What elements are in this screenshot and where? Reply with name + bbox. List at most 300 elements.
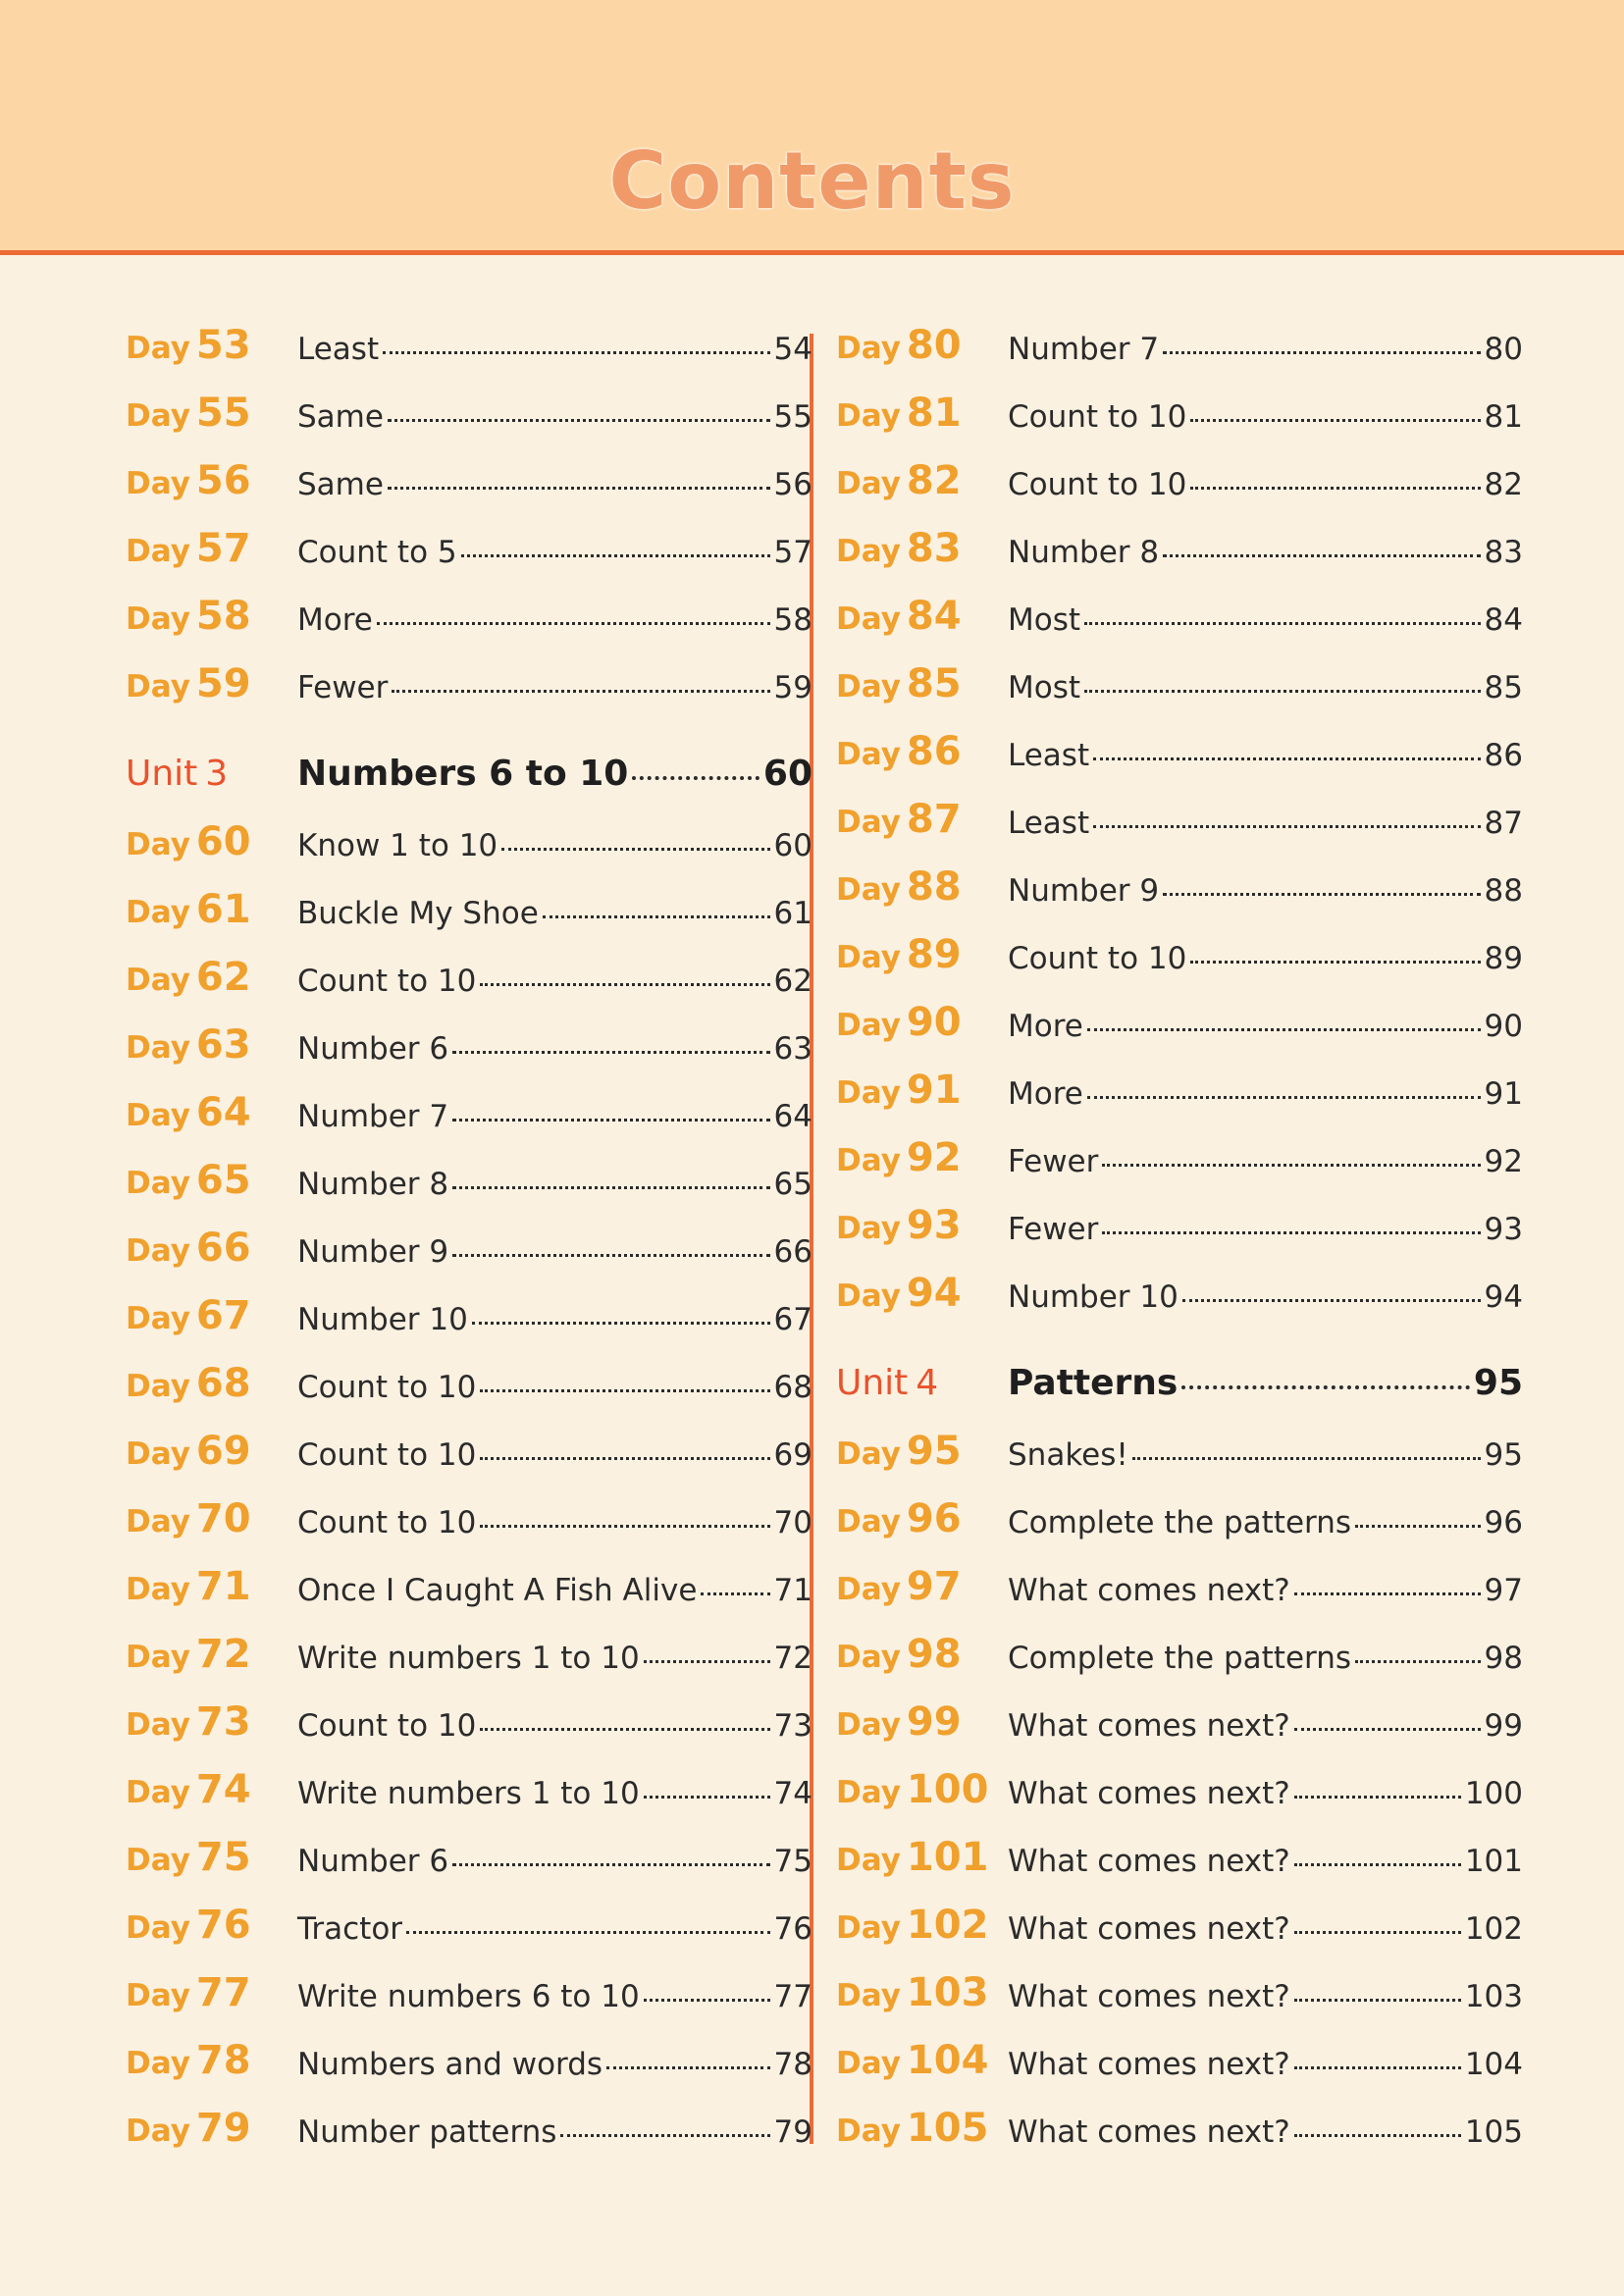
- dot-leader: [1087, 1096, 1481, 1099]
- page-number: 65: [773, 1167, 812, 1202]
- dot-leader: [543, 915, 770, 918]
- toc-entry[interactable]: [126, 1963, 812, 2022]
- day-label: [126, 1632, 251, 1677]
- dot-leader: [1190, 961, 1480, 964]
- day-label: [126, 1496, 251, 1541]
- page-number: 95: [1473, 1363, 1523, 1403]
- entry-title: Count to 10: [1008, 941, 1187, 976]
- dot-leader: [1132, 1457, 1481, 1460]
- page-number: 84: [1484, 602, 1523, 638]
- entry-title: Number 7: [297, 1099, 449, 1134]
- toc-entry[interactable]: [836, 1128, 1523, 1187]
- entry-title: Most: [1008, 602, 1081, 638]
- day-label: [836, 1000, 962, 1045]
- label-word: Day: [836, 2113, 901, 2149]
- entry-title: Count to 10: [297, 1708, 477, 1744]
- toc-entry[interactable]: [836, 654, 1523, 713]
- dot-leader: [1294, 1796, 1461, 1799]
- dot-leader: [480, 1389, 769, 1392]
- day-label: [126, 819, 251, 864]
- toc-entry[interactable]: [836, 384, 1523, 443]
- page-number: 70: [773, 1505, 812, 1540]
- toc-entry[interactable]: [836, 587, 1523, 646]
- entry-title-line: [1008, 1708, 1523, 1744]
- toc-entry[interactable]: [126, 2031, 812, 2090]
- entry-title-line: [297, 1573, 812, 1608]
- day-number: 96: [906, 1496, 962, 1541]
- entry-title-line: [1008, 1212, 1523, 1247]
- day-label: [836, 1429, 962, 1474]
- page-number: 93: [1484, 1212, 1523, 1247]
- day-number: 104: [906, 2038, 989, 2083]
- entry-title-line: [297, 1776, 812, 1811]
- day-label: [836, 2106, 989, 2151]
- entry-title-line: [1008, 1641, 1523, 1676]
- entry-title: Numbers and words: [297, 2047, 603, 2082]
- dot-leader: [1084, 622, 1481, 625]
- dot-leader: [472, 1322, 770, 1325]
- page-number: 99: [1484, 1708, 1523, 1744]
- page-number: 66: [773, 1234, 812, 1270]
- unit-number: 4: [916, 1363, 939, 1403]
- page-number: 60: [773, 828, 812, 863]
- toc-entry[interactable]: [836, 451, 1523, 510]
- day-label: [126, 458, 251, 503]
- entry-title-line: [297, 535, 812, 570]
- entry-title-line: [297, 1911, 812, 1947]
- entry-title-line: [1008, 738, 1523, 773]
- entry-title: Write numbers 1 to 10: [297, 1641, 640, 1676]
- toc-entry[interactable]: [126, 384, 812, 443]
- entry-title-line: [1008, 399, 1523, 435]
- day-number: 63: [195, 1022, 251, 1068]
- dot-leader: [644, 1999, 770, 2002]
- label-word: Day: [126, 1640, 190, 1675]
- entry-title: What comes next?: [1008, 1911, 1290, 1947]
- page-number: 102: [1464, 1911, 1523, 1947]
- entry-title-line: [1008, 1776, 1523, 1811]
- dot-leader: [1190, 487, 1480, 490]
- dot-leader: [452, 1254, 769, 1257]
- toc-entry[interactable]: [836, 1963, 1523, 2022]
- entry-title-line: [1008, 1844, 1523, 1879]
- entry-title: What comes next?: [1008, 2114, 1290, 2150]
- dot-leader: [388, 487, 770, 490]
- dot-leader: [452, 1186, 769, 1189]
- label-word: Day: [126, 1233, 190, 1269]
- entry-title: More: [1008, 1009, 1083, 1044]
- toc-entry[interactable]: [836, 1557, 1523, 1616]
- entry-title-line: [297, 1302, 812, 1337]
- label-word: Day: [836, 2046, 901, 2081]
- toc-entry[interactable]: [836, 1625, 1523, 1684]
- day-number: 83: [906, 526, 962, 571]
- entry-title-line: [297, 1505, 812, 1540]
- dot-leader: [1294, 1931, 1461, 1934]
- page-number: 87: [1484, 806, 1523, 841]
- toc-entry[interactable]: [126, 1828, 812, 1887]
- entry-title-line: [1008, 332, 1523, 367]
- day-number: 99: [906, 1699, 962, 1745]
- day-number: 78: [195, 2038, 251, 2083]
- label-word: Unit: [836, 1363, 909, 1403]
- day-number: 100: [906, 1767, 989, 1812]
- day-number: 68: [195, 1361, 251, 1406]
- day-number: 59: [195, 661, 251, 706]
- label-word: Day: [836, 805, 901, 840]
- day-label: [126, 2038, 251, 2083]
- dot-leader: [383, 351, 769, 354]
- dot-leader: [1294, 2066, 1461, 2069]
- page-number: 100: [1464, 1776, 1523, 1811]
- label-word: Day: [836, 872, 901, 908]
- label-word: Day: [836, 1707, 901, 1743]
- label-word: Day: [836, 1978, 901, 2013]
- page-number: 77: [773, 1979, 812, 2014]
- label-word: Day: [126, 1098, 190, 1133]
- dot-leader: [1181, 1385, 1470, 1389]
- toc-entry[interactable]: [126, 812, 812, 871]
- dot-leader: [1182, 1299, 1481, 1302]
- page-number: 105: [1464, 2114, 1523, 2150]
- toc-entry[interactable]: [836, 1896, 1523, 1955]
- dot-leader: [1294, 1999, 1461, 2002]
- entry-title: Complete the patterns: [1008, 1641, 1352, 1676]
- day-number: 88: [906, 864, 962, 910]
- entry-title-line: [297, 467, 812, 502]
- toc-entry[interactable]: [126, 587, 812, 646]
- entry-title: Fewer: [297, 670, 389, 705]
- entry-title-line: [1008, 1573, 1523, 1608]
- label-word: Day: [126, 601, 190, 637]
- dot-leader: [392, 690, 769, 693]
- entry-title: Buckle My Shoe: [297, 896, 539, 931]
- toc-entry[interactable]: [126, 519, 812, 578]
- page-number: 75: [773, 1844, 812, 1879]
- day-label: [836, 729, 962, 774]
- page-number: 92: [1484, 1144, 1523, 1179]
- page-number: 72: [773, 1641, 812, 1676]
- page-number: 91: [1484, 1076, 1523, 1112]
- entry-title-line: [1008, 1144, 1523, 1179]
- entry-title-line: [297, 2047, 812, 2082]
- entry-title: Number 7: [1008, 332, 1160, 367]
- dot-leader: [1294, 1728, 1481, 1731]
- entry-title: Once I Caught A Fish Alive: [297, 1573, 698, 1608]
- toc-entry[interactable]: [126, 1557, 812, 1616]
- dot-leader: [1102, 1231, 1480, 1234]
- page-title: Contents: [608, 135, 1016, 227]
- label-word: Day: [126, 963, 190, 998]
- entry-title: Count to 5: [297, 535, 457, 570]
- toc-entry[interactable]: [126, 316, 812, 375]
- toc-entry[interactable]: [126, 1354, 812, 1413]
- label-word: Day: [836, 1910, 901, 1946]
- dot-leader: [1190, 419, 1480, 422]
- dot-leader: [452, 1051, 769, 1054]
- entry-title: What comes next?: [1008, 1708, 1290, 1744]
- day-number: 62: [195, 955, 251, 1000]
- label-word: Day: [836, 1436, 901, 1472]
- entry-title: What comes next?: [1008, 1844, 1290, 1879]
- label-word: Day: [126, 1775, 190, 1810]
- dot-leader: [388, 419, 770, 422]
- toc-entry[interactable]: [126, 1896, 812, 1955]
- dot-leader: [452, 1119, 769, 1122]
- entry-title-line: [1008, 1363, 1523, 1403]
- entry-title-line: [297, 1844, 812, 1879]
- day-number: 76: [195, 1903, 251, 1948]
- day-number: 94: [906, 1271, 962, 1316]
- entry-title: Least: [1008, 738, 1090, 773]
- dot-leader: [452, 1863, 769, 1866]
- day-number: 74: [195, 1767, 251, 1812]
- toc-entry[interactable]: [836, 1061, 1523, 1120]
- toc-entry[interactable]: [836, 2099, 1523, 2158]
- entry-title: Number 10: [1008, 1279, 1179, 1315]
- day-label: [126, 594, 251, 639]
- day-label: [126, 955, 251, 1000]
- day-label: [836, 1699, 962, 1745]
- page-number: 67: [773, 1302, 812, 1337]
- entry-title-line: [297, 896, 812, 931]
- toc-entry[interactable]: [836, 1760, 1523, 1819]
- day-number: 70: [195, 1496, 251, 1541]
- label-word: Day: [836, 1640, 901, 1675]
- day-label: [836, 391, 962, 436]
- entry-title-line: [297, 1370, 812, 1405]
- dot-leader: [461, 554, 770, 557]
- label-word: Day: [836, 601, 901, 637]
- entry-title: What comes next?: [1008, 1979, 1290, 2014]
- entry-title: Number 10: [297, 1302, 468, 1337]
- dot-leader: [1294, 1592, 1481, 1595]
- dot-leader: [1084, 690, 1481, 693]
- page-number: 97: [1484, 1573, 1523, 1608]
- day-label: [836, 1203, 962, 1248]
- toc-entry[interactable]: [126, 948, 812, 1007]
- toc-entry[interactable]: [126, 1083, 812, 1142]
- entry-title-line: [1008, 2114, 1523, 2150]
- entry-title-line: [297, 1979, 812, 2014]
- day-label: [836, 1903, 989, 1948]
- day-label: [126, 1090, 251, 1135]
- dot-leader: [377, 622, 770, 625]
- entry-title-line: [297, 754, 812, 794]
- day-number: 91: [906, 1068, 962, 1113]
- toc-entry[interactable]: [126, 1693, 812, 1751]
- day-number: 57: [195, 526, 251, 571]
- toc-entry[interactable]: [836, 2031, 1523, 2090]
- toc-entry[interactable]: [836, 1422, 1523, 1481]
- entry-title-line: [1008, 806, 1523, 841]
- label-word: Day: [126, 1910, 190, 1946]
- toc-entry[interactable]: [126, 451, 812, 510]
- label-word: Day: [126, 1572, 190, 1607]
- page-number: 71: [773, 1573, 812, 1608]
- day-label: [836, 1767, 989, 1812]
- toc-entry[interactable]: [836, 858, 1523, 916]
- label-word: Day: [836, 1143, 901, 1178]
- dot-leader: [1163, 554, 1480, 557]
- label-word: Day: [126, 534, 190, 569]
- entry-title: Patterns: [1008, 1363, 1179, 1403]
- toc-entry[interactable]: [836, 790, 1523, 849]
- label-word: Day: [836, 737, 901, 772]
- page-number: 76: [773, 1911, 812, 1947]
- toc-entry[interactable]: [836, 1196, 1523, 1255]
- entry-title: Number 9: [297, 1234, 449, 1270]
- entry-title-line: [297, 1641, 812, 1676]
- day-number: 79: [195, 2106, 251, 2151]
- page-number: 86: [1484, 738, 1523, 773]
- label-word: Day: [836, 331, 901, 366]
- day-number: 77: [195, 1970, 251, 2015]
- entry-title: Write numbers 1 to 10: [297, 1776, 640, 1811]
- entry-title-line: [1008, 1279, 1523, 1315]
- entry-title: Numbers 6 to 10: [297, 754, 629, 794]
- entry-title: Know 1 to 10: [297, 828, 498, 863]
- toc-entry[interactable]: [836, 316, 1523, 375]
- page-number: 88: [1484, 873, 1523, 909]
- header-band: [0, 0, 1624, 255]
- toc-entry[interactable]: [126, 1016, 812, 1074]
- toc-entry[interactable]: [126, 1625, 812, 1684]
- entry-title: Count to 10: [297, 1370, 477, 1405]
- toc-unit-heading[interactable]: [126, 745, 812, 804]
- toc-unit-heading[interactable]: [836, 1354, 1523, 1413]
- entry-title: Write numbers 6 to 10: [297, 1979, 640, 2014]
- day-label: [126, 1293, 251, 1338]
- entry-title: Most: [1008, 670, 1081, 705]
- entry-title: Number 9: [1008, 873, 1160, 909]
- day-label: [126, 323, 251, 368]
- day-number: 81: [906, 391, 962, 436]
- toc-entry[interactable]: [126, 1219, 812, 1278]
- entry-title-line: [1008, 2047, 1523, 2082]
- label-word: Day: [126, 1369, 190, 1404]
- toc-entry[interactable]: [126, 654, 812, 713]
- entry-title: Count to 10: [297, 964, 477, 999]
- entry-title-line: [1008, 670, 1523, 705]
- label-word: Day: [836, 1843, 901, 1878]
- day-number: 71: [195, 1564, 251, 1609]
- day-number: 97: [906, 1564, 962, 1609]
- day-number: 93: [906, 1203, 962, 1248]
- toc-entry[interactable]: [126, 1489, 812, 1548]
- dot-leader: [1294, 1863, 1461, 1866]
- toc-entry[interactable]: [836, 519, 1523, 578]
- toc-entry[interactable]: [836, 1828, 1523, 1887]
- dot-leader: [1093, 757, 1480, 760]
- label-word: Day: [126, 1436, 190, 1472]
- dot-leader: [480, 1525, 769, 1528]
- page-number: 64: [773, 1099, 812, 1134]
- unit-label: [126, 754, 229, 794]
- page-number: 95: [1484, 1437, 1523, 1473]
- entry-title-line: [297, 602, 812, 638]
- day-number: 58: [195, 594, 251, 639]
- page-number: 104: [1464, 2047, 1523, 2082]
- day-label: [126, 1158, 251, 1203]
- entry-title-line: [1008, 535, 1523, 570]
- dot-leader: [1163, 893, 1480, 896]
- toc-entry[interactable]: [126, 1151, 812, 1210]
- day-number: 85: [906, 661, 962, 706]
- dot-leader: [1355, 1525, 1481, 1528]
- entry-title-line: [1008, 467, 1523, 502]
- toc-entry[interactable]: [836, 1264, 1523, 1323]
- day-number: 89: [906, 932, 962, 977]
- label-word: Day: [836, 1211, 901, 1246]
- dot-leader: [560, 2134, 769, 2137]
- label-word: Day: [836, 1075, 901, 1111]
- dot-leader: [1294, 2134, 1461, 2137]
- label-word: Day: [126, 1166, 190, 1201]
- day-number: 75: [195, 1835, 251, 1880]
- entry-title-line: [1008, 873, 1523, 909]
- entry-title: More: [297, 602, 373, 638]
- day-label: [836, 864, 962, 910]
- toc-entry[interactable]: [836, 1693, 1523, 1751]
- day-label: [126, 1835, 251, 1880]
- toc-entry[interactable]: [836, 1489, 1523, 1548]
- page-number: 89: [1484, 941, 1523, 976]
- day-number: 98: [906, 1632, 962, 1677]
- page-number: 90: [1484, 1009, 1523, 1044]
- day-number: 95: [906, 1429, 962, 1474]
- day-number: 102: [906, 1903, 989, 1948]
- dot-leader: [480, 1457, 769, 1460]
- entry-title: What comes next?: [1008, 1776, 1290, 1811]
- label-word: Day: [126, 827, 190, 862]
- day-number: 87: [906, 797, 962, 842]
- toc-entry[interactable]: [836, 925, 1523, 984]
- entry-title: Number 6: [297, 1031, 449, 1067]
- toc-entry[interactable]: [836, 722, 1523, 781]
- page-number: 101: [1464, 1844, 1523, 1879]
- entry-title-line: [297, 1167, 812, 1202]
- toc-entry[interactable]: [126, 1760, 812, 1819]
- page-number: 96: [1484, 1505, 1523, 1540]
- toc-entry[interactable]: [126, 1286, 812, 1345]
- page-number: 54: [773, 332, 812, 367]
- day-number: 56: [195, 458, 251, 503]
- day-label: [836, 1632, 962, 1677]
- entry-title: Number 8: [297, 1167, 449, 1202]
- entry-title-line: [1008, 1437, 1523, 1473]
- day-number: 53: [195, 323, 251, 368]
- entry-title-line: [1008, 1009, 1523, 1044]
- entry-title-line: [297, 1099, 812, 1134]
- dot-leader: [406, 1931, 770, 1934]
- day-label: [126, 1699, 251, 1745]
- day-label: [126, 1226, 251, 1271]
- label-word: Day: [126, 466, 190, 501]
- day-label: [836, 526, 962, 571]
- entry-title-line: [1008, 1979, 1523, 2014]
- page-number: 82: [1484, 467, 1523, 502]
- toc-entry[interactable]: [836, 993, 1523, 1052]
- entry-title: Least: [1008, 806, 1090, 841]
- toc-entry[interactable]: [126, 880, 812, 939]
- toc-entry[interactable]: [126, 1422, 812, 1481]
- toc-entry[interactable]: [126, 2099, 812, 2158]
- dot-leader: [1102, 1164, 1480, 1167]
- day-label: [126, 661, 251, 706]
- day-number: 92: [906, 1135, 962, 1180]
- label-word: Day: [836, 1278, 901, 1314]
